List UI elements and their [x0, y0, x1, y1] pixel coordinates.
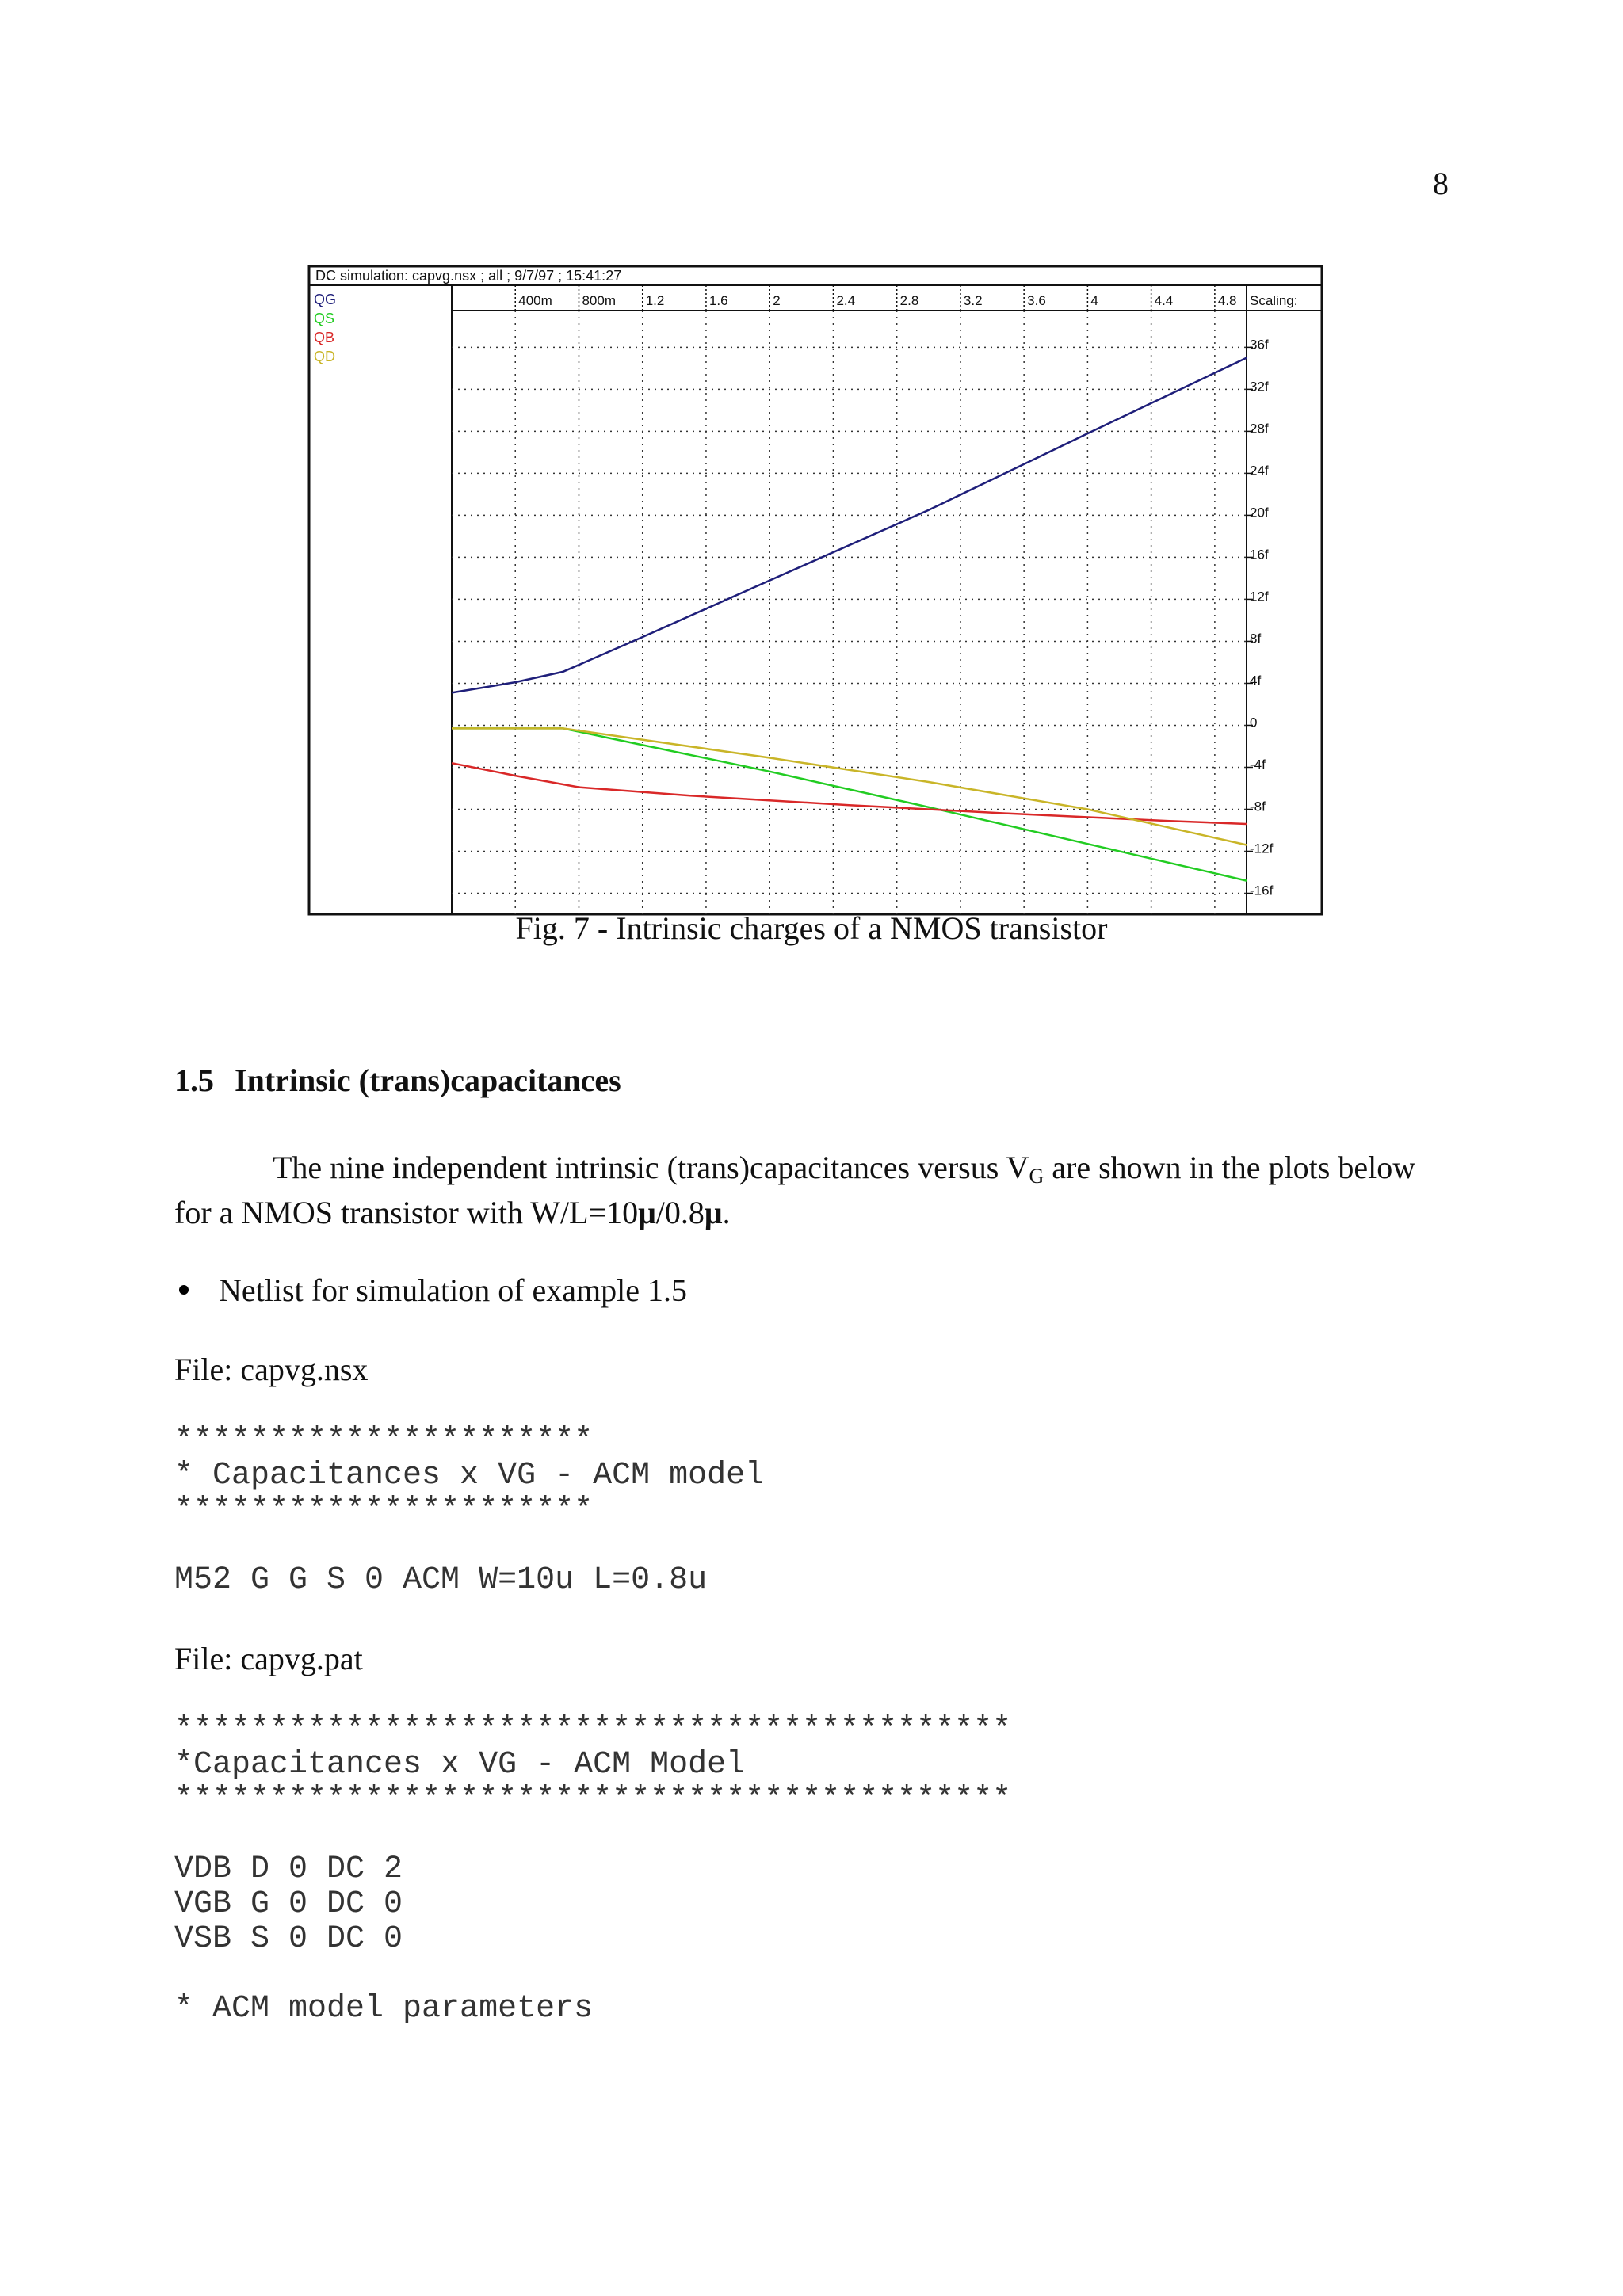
x-tick-label: 4 — [1090, 293, 1098, 308]
x-tick-label: 2.8 — [899, 293, 919, 308]
y-tick-label: 32f — [1250, 379, 1269, 395]
para-subscript-g: G — [1029, 1165, 1044, 1188]
file-label-nsx: File: capvg.nsx — [174, 1352, 369, 1387]
mu-symbol: μ — [704, 1195, 723, 1230]
x-tick-label: 2.4 — [836, 293, 856, 308]
y-tick-label: -4f — [1250, 757, 1266, 772]
x-tick-label: 2 — [773, 293, 781, 308]
paragraph-line-2 — [174, 1194, 731, 1231]
x-tick-label: 1.6 — [708, 293, 728, 308]
section-number: 1.5 — [174, 1062, 214, 1098]
x-tick-label: 1.2 — [645, 293, 665, 308]
chart-title: DC simulation: capvg.nsx ; all ; 9/7/97 ; 15:41:27 — [315, 268, 622, 284]
y-tick-label: 36f — [1250, 337, 1269, 353]
file-label-pat: File: capvg.pat — [174, 1641, 363, 1676]
y-tick-label: 0 — [1250, 715, 1258, 730]
mu-symbol: μ — [638, 1195, 656, 1230]
x-tick-label: 3.2 — [963, 293, 983, 308]
y-tick-label: 20f — [1250, 505, 1269, 521]
code-block-nsx: ********************** * Capacitances x VG - ACM model ********************** M52 G G S 0 ACM W=10u L=0.8u — [174, 1423, 765, 1598]
y-tick-label: 12f — [1250, 589, 1269, 605]
chart-frame — [309, 266, 1322, 914]
page-number: 8 — [1433, 166, 1449, 201]
para-text-2b: /0.8 — [655, 1195, 705, 1230]
y-tick-label: 24f — [1250, 463, 1269, 479]
figure-caption: Fig. 7 - Intrinsic charges of a NMOS transistor — [515, 910, 1108, 946]
code-block-pat: ******************************************** *Capacitances x VG - ACM Model ******************************************** VDB D 0 DC 2 VGB G 0 DC 0 VSB S 0 DC 0 * ACM model parameters — [174, 1712, 1012, 2027]
paragraph-line-1 — [273, 1149, 1415, 1188]
para-text-2a: for a NMOS transistor with W/L=10 — [174, 1195, 639, 1230]
bullet-icon — [179, 1285, 189, 1295]
y-tick-label: -8f — [1250, 799, 1266, 814]
scaling-label: Scaling: — [1250, 293, 1298, 308]
y-tick-label: 16f — [1250, 547, 1269, 563]
legend-entry-qb: QB — [314, 330, 335, 345]
y-tick-label: 4f — [1250, 673, 1262, 688]
para-text-1a: The nine independent intrinsic (trans)capacitances versus V — [273, 1150, 1029, 1185]
legend-entry-qg: QG — [314, 292, 337, 307]
x-tick-label: 800m — [582, 293, 617, 308]
bullet-text: Netlist for simulation of example 1.5 — [219, 1272, 687, 1308]
section-title: Intrinsic (trans)capacitances — [235, 1062, 621, 1098]
y-tick-label: 8f — [1250, 631, 1262, 646]
legend-entry-qs: QS — [314, 311, 335, 326]
x-tick-label: 4.4 — [1154, 293, 1174, 308]
section-heading — [174, 1062, 621, 1099]
para-text-2end: . — [722, 1195, 731, 1230]
x-tick-label: 3.6 — [1027, 293, 1046, 308]
para-text-1b: are shown in the plots below — [1044, 1150, 1416, 1185]
intrinsic-charges-chart — [0, 0, 1623, 919]
y-tick-label: 28f — [1250, 421, 1269, 437]
x-tick-label: 4.8 — [1217, 293, 1237, 308]
y-tick-label: -16f — [1250, 883, 1274, 898]
y-tick-label: -12f — [1250, 841, 1274, 856]
bullet-item — [174, 1272, 687, 1309]
legend-entry-qd: QD — [314, 349, 335, 364]
x-tick-label: 400m — [518, 293, 552, 308]
